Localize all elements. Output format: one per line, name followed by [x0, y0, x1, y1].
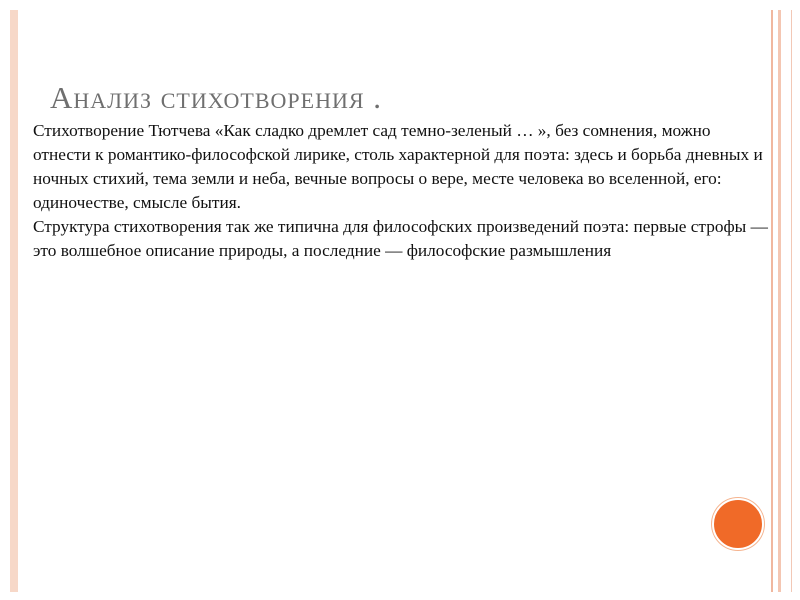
slide-title: Анализ стихотворения .	[50, 80, 383, 115]
right-border-line	[771, 10, 773, 592]
right-border-band	[771, 10, 791, 592]
left-border-band	[10, 10, 18, 592]
right-border-line-outer	[778, 10, 781, 592]
body-paragraph: Стихотворение Тютчева «Как сладко дремлет сад темно-зеленый … », без сомнения, можно отнести к романтико-философской лирике, столь характерной для поэта: здесь и борьба дневных и ночных стихий, тема земли и неба, вечные вопросы о вере, месте человека во вселенной, его: одиночестве, смысле бытия.	[33, 121, 763, 212]
slide-body	[33, 119, 768, 263]
decorative-orange-circle	[712, 498, 764, 550]
body-paragraph: Структура стихотворения так же типична для философских произведений поэта: первые строфы — это волшебное описание природы, а последние — философские размышления	[33, 217, 768, 260]
